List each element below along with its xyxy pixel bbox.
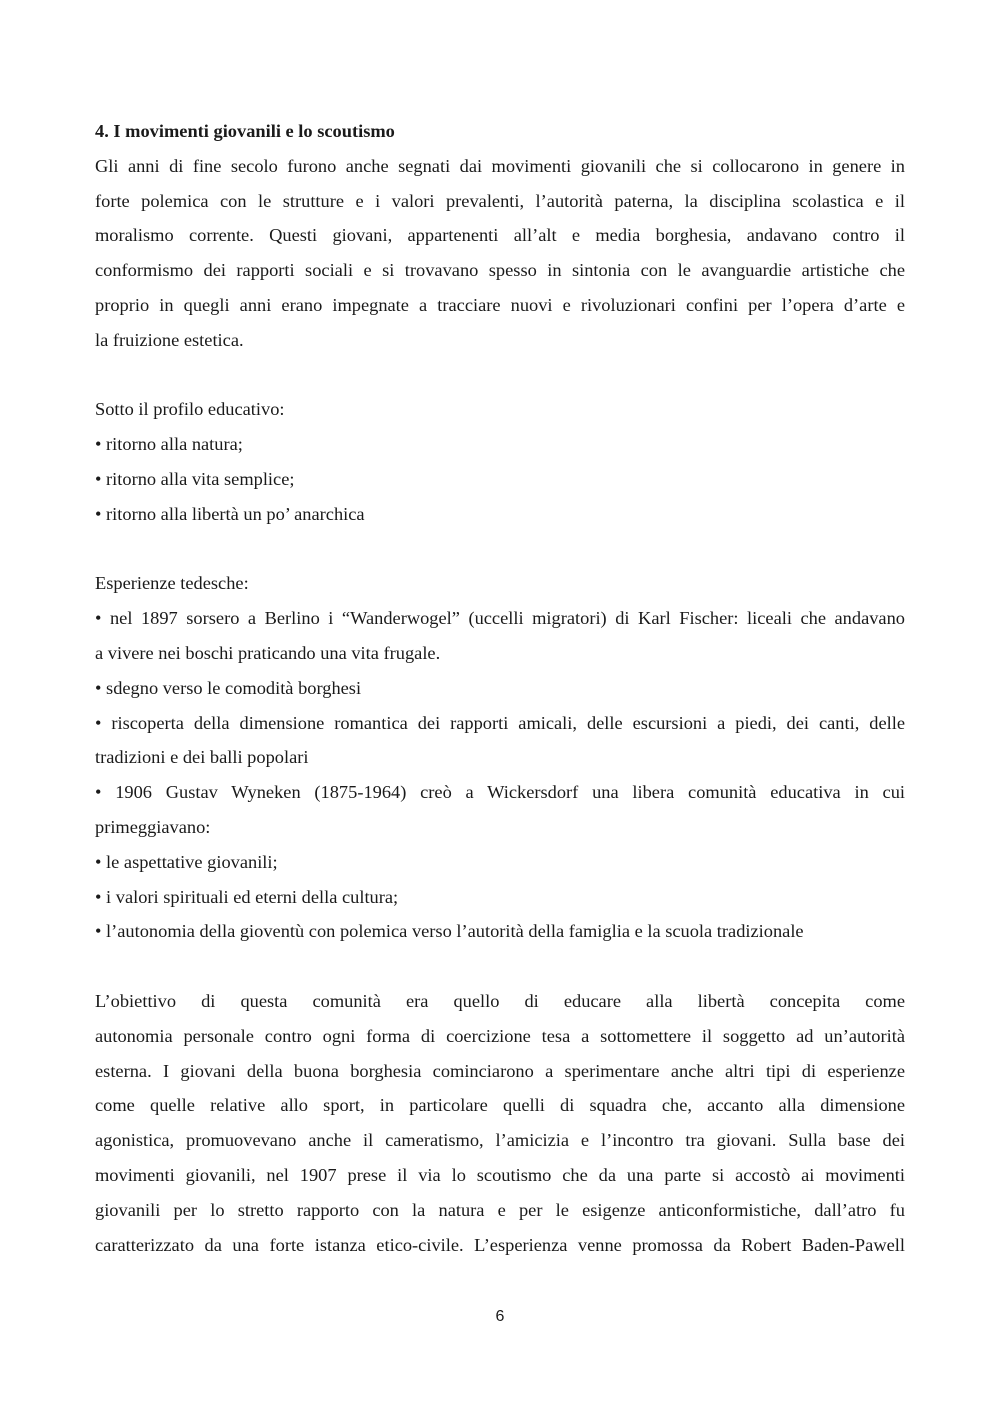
section-heading: 4. I movimenti giovanili e lo scoutismo (95, 121, 395, 141)
list-item-continuation: tradizioni e dei balli popolari (95, 747, 309, 768)
paragraph-line: forte polemica con le strutture e i valori prevalenti, l’autorità paterna, la disciplina scolastica e il (95, 190, 905, 211)
educational-list (95, 392, 905, 531)
list-item: • i valori spirituali ed eterni della cultura; (95, 886, 399, 907)
list-item: • nel 1897 sorsero a Berlino i “Wanderwogel” (uccelli migratori) di Karl Fischer: liceali che andavano (95, 608, 905, 629)
list-item: • riscoperta della dimensione romantica dei rapporti amicali, delle escursioni a piedi, dei canti, delle (95, 712, 905, 733)
intro-paragraph (95, 149, 905, 358)
paragraph-line: caratterizzato da una forte istanza etico-civile. L’esperienza venne promossa da Robert Baden-Pawell (95, 1234, 905, 1255)
list-item: • sdegno verso le comodità borghesi (95, 677, 362, 698)
paragraph-line: movimenti giovanili, nel 1907 prese il via lo scoutismo che da una parte si accostò ai movimenti (95, 1164, 905, 1185)
paragraph-line: giovanili per lo stretto rapporto con la natura e per le esigenze anticonformistiche, dall’atro fu (95, 1199, 905, 1220)
paragraph-line: L’obiettivo di questa comunità era quello di educare alla libertà concepita come (95, 990, 905, 1011)
paragraph-line: come quelle relative allo sport, in particolare quelli di squadra che, accanto alla dimensione (95, 1095, 905, 1116)
list-item: • 1906 Gustav Wyneken (1875-1964) creò a Wickersdorf una libera comunità educativa in cui (95, 782, 905, 803)
list-item: • ritorno alla libertà un po’ anarchica (95, 503, 365, 524)
paragraph-gap (95, 532, 905, 567)
german-experiences-list (95, 566, 905, 949)
paragraph-gap (95, 358, 905, 393)
list-item: • ritorno alla natura; (95, 434, 243, 455)
paragraph-line: proprio in quegli anni erano impegnate a tracciare nuovi e rivoluzionari confini per l’opera d’arte e (95, 294, 905, 315)
list-item-continuation: primeggiavano: (95, 816, 211, 837)
paragraph-gap (95, 949, 905, 984)
paragraph-line: agonistica, promuovevano anche il cameratismo, l’amicizia e l’incontro tra giovani. Sulla base dei (95, 1130, 905, 1151)
list-item: • ritorno alla vita semplice; (95, 468, 295, 489)
paragraph-line: autonomia personale contro ogni forma di coercizione tesa a sottomettere il soggetto ad un’autorità (95, 1025, 905, 1046)
paragraph-line: Gli anni di fine secolo furono anche segnati dai movimenti giovanili che si collocarono in genere in (95, 155, 905, 176)
paragraph-line: la fruizione estetica. (95, 329, 244, 350)
list-item: • l’autonomia della gioventù con polemica verso l’autorità della famiglia e la scuola tradizionale (95, 921, 804, 942)
list-title: Esperienze tedesche: (95, 573, 249, 594)
closing-paragraph (95, 984, 905, 1262)
list-item: • le aspettative giovanili; (95, 851, 278, 872)
paragraph-line: conformismo dei rapporti sociali e si trovavano spesso in sintonia con le avanguardie artistiche che (95, 260, 905, 281)
paragraph-line: esterna. I giovani della buona borghesia cominciarono a sperimentare anche altri tipi di esperienze (95, 1060, 905, 1081)
document-body (95, 114, 905, 1262)
list-title: Sotto il profilo educativo: (95, 399, 285, 420)
paragraph-line: moralismo corrente. Questi giovani, appartenenti all’alt e media borghesia, andavano contro il (95, 225, 905, 246)
page-number: 6 (495, 1308, 505, 1325)
list-item-continuation: a vivere nei boschi praticando una vita frugale. (95, 642, 441, 663)
